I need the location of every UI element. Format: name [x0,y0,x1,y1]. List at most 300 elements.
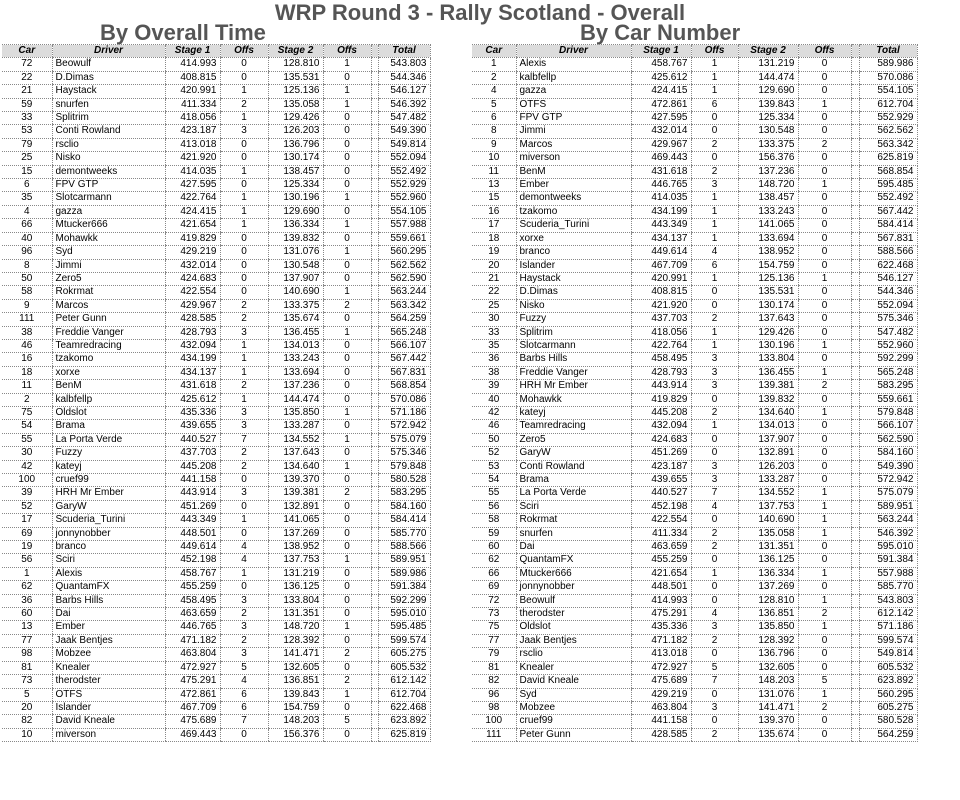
stage2-time: 128.810 [268,58,323,71]
stage1-offs: 0 [691,286,738,299]
stage2-offs: 1 [798,98,851,111]
driver-name: Marcos [52,299,165,312]
driver-name: cruef99 [516,715,631,728]
stage2-time: 131.076 [268,246,323,259]
driver-name: Nisko [52,152,165,165]
driver-name: Nisko [516,299,631,312]
driver-name: David Kneale [52,715,165,728]
stage1-time: 455.259 [165,581,220,594]
stage1-offs: 0 [691,554,738,567]
table-row [2,192,430,205]
table-row [2,71,430,84]
car-number: 35 [2,192,52,205]
stage1-time: 458.495 [165,594,220,607]
total-time: 546.127 [378,85,430,98]
stage1-time: 443.914 [631,380,691,393]
car-number: 4 [472,85,516,98]
driver-name: Knealer [52,661,165,674]
stage2-time: 139.381 [268,487,323,500]
car-number: 19 [472,246,516,259]
car-number: 59 [2,98,52,111]
stage1-time: 424.415 [165,205,220,218]
driver-name: Scuderia_Turini [52,514,165,527]
driver-name: Mobzee [516,701,631,714]
stage1-offs: 4 [220,675,268,688]
stage2-time: 137.907 [268,272,323,285]
driver-name: Alexis [52,567,165,580]
stage1-time: 472.927 [631,661,691,674]
stage2-offs: 1 [798,179,851,192]
stage1-time: 425.612 [631,71,691,84]
stage2-time: 131.219 [268,567,323,580]
table-row [2,85,430,98]
table-row [472,112,917,125]
driver-name: jonnynobber [516,581,631,594]
total-time: 566.107 [859,420,917,433]
stage2-time: 137.236 [738,165,798,178]
stage1-offs: 0 [691,152,738,165]
stage1-time: 429.219 [631,688,691,701]
total-time: 612.704 [378,688,430,701]
driver-name: Jimmi [516,125,631,138]
car-number: 30 [2,447,52,460]
column-gap [851,715,859,728]
total-time: 588.566 [378,541,430,554]
stage1-time: 427.595 [631,112,691,125]
column-gap [371,165,378,178]
stage1-time: 419.829 [165,232,220,245]
column-gap [371,621,378,634]
stage2-offs: 0 [323,339,371,352]
stage1-offs: 1 [691,232,738,245]
column-gap [371,286,378,299]
stage2-offs: 1 [323,286,371,299]
stage1-time: 431.618 [631,165,691,178]
stage1-time: 441.158 [165,474,220,487]
column-gap [851,152,859,165]
column-header-driver-name: Driver [516,45,631,58]
column-gap [851,205,859,218]
stage1-offs: 3 [220,594,268,607]
stage1-offs: 0 [691,299,738,312]
stage2-offs: 0 [798,125,851,138]
stage1-offs: 2 [220,634,268,647]
stage1-offs: 1 [691,192,738,205]
stage1-offs: 1 [220,165,268,178]
stage1-offs: 3 [691,366,738,379]
car-number: 19 [2,541,52,554]
stage2-time: 138.952 [738,246,798,259]
stage1-offs: 2 [691,313,738,326]
car-number: 66 [472,567,516,580]
stage2-offs: 5 [798,675,851,688]
column-gap [851,487,859,500]
stage1-offs: 1 [220,85,268,98]
stage1-time: 427.595 [165,179,220,192]
column-gap [371,701,378,714]
stage1-time: 458.767 [631,58,691,71]
car-number: 25 [472,299,516,312]
stage2-offs: 0 [323,474,371,487]
total-time: 549.814 [378,138,430,151]
total-time: 589.951 [378,554,430,567]
total-time: 589.986 [859,58,917,71]
car-number: 77 [472,634,516,647]
stage2-time: 154.759 [738,259,798,272]
car-number-heading: By Car Number [580,20,741,45]
stage2-offs: 0 [798,541,851,554]
stage2-time: 140.690 [268,286,323,299]
driver-name: snurfen [516,527,631,540]
driver-name: Scuderia_Turini [516,219,631,232]
column-gap [371,487,378,500]
stage1-offs: 5 [220,661,268,674]
column-header-car-number: Car [2,45,52,58]
stage2-offs: 0 [323,500,371,513]
stage1-time: 434.137 [631,232,691,245]
stage2-time: 130.174 [738,299,798,312]
total-time: 562.562 [378,259,430,272]
driver-name: Syd [52,246,165,259]
column-gap [371,527,378,540]
column-gap [851,179,859,192]
column-gap [371,648,378,661]
stage1-offs: 1 [220,219,268,232]
table-row [2,661,430,674]
stage1-time: 434.137 [165,366,220,379]
driver-name: Mtucker666 [516,567,631,580]
stage1-offs: 0 [691,715,738,728]
stage2-offs: 0 [323,393,371,406]
stage2-offs: 0 [323,447,371,460]
stage2-offs: 0 [323,661,371,674]
stage1-time: 467.709 [631,259,691,272]
stage2-offs: 0 [798,286,851,299]
stage1-offs: 0 [220,272,268,285]
column-gap [851,594,859,607]
column-gap [371,447,378,460]
stage2-offs: 2 [323,299,371,312]
total-time: 584.160 [378,500,430,513]
table-row [472,71,917,84]
table-row [472,165,917,178]
stage1-offs: 3 [220,420,268,433]
car-number: 56 [2,554,52,567]
total-time: 567.831 [859,232,917,245]
stage1-offs: 3 [220,125,268,138]
column-gap [851,675,859,688]
stage2-time: 139.832 [738,393,798,406]
stage2-offs: 0 [798,112,851,125]
total-time: 591.384 [859,554,917,567]
stage1-time: 475.689 [165,715,220,728]
car-number: 18 [472,232,516,245]
stage1-offs: 6 [220,688,268,701]
total-time: 588.566 [859,246,917,259]
total-time: 579.848 [378,460,430,473]
stage1-offs: 0 [691,125,738,138]
column-gap [851,272,859,285]
driver-name: demontweeks [52,165,165,178]
stage1-offs: 1 [220,112,268,125]
stage1-offs: 2 [220,313,268,326]
driver-name: kateyj [516,406,631,419]
stage2-time: 138.457 [268,165,323,178]
stage1-offs: 2 [691,527,738,540]
column-gap [371,299,378,312]
stage1-offs: 4 [220,554,268,567]
stage2-offs: 1 [323,326,371,339]
driver-name: snurfen [52,98,165,111]
column-gap [851,45,859,58]
stage1-time: 418.056 [165,112,220,125]
table-row [2,567,430,580]
total-time: 552.929 [859,112,917,125]
column-gap [371,192,378,205]
car-number: 82 [2,715,52,728]
table-row [2,219,430,232]
stage1-offs: 1 [220,567,268,580]
column-gap [371,366,378,379]
stage2-time: 133.375 [268,299,323,312]
stage2-time: 148.720 [268,621,323,634]
column-gap [371,728,378,741]
stage2-offs: 0 [798,232,851,245]
stage1-time: 413.018 [631,648,691,661]
stage1-time: 428.793 [165,326,220,339]
car-number: 25 [2,152,52,165]
stage2-offs: 2 [323,487,371,500]
stage2-offs: 0 [323,165,371,178]
stage2-offs: 0 [323,527,371,540]
car-number: 62 [2,581,52,594]
stage2-offs: 0 [798,420,851,433]
stage2-time: 130.548 [738,125,798,138]
stage1-offs: 3 [691,701,738,714]
column-gap [371,205,378,218]
driver-name: David Kneale [516,675,631,688]
column-gap [371,71,378,84]
stage2-time: 129.426 [268,112,323,125]
table-row [2,205,430,218]
table-row [2,634,430,647]
stage1-offs: 0 [220,527,268,540]
stage2-offs: 2 [323,675,371,688]
table-row [2,58,430,71]
stage1-offs: 0 [691,594,738,607]
column-header-total-time: Total [378,45,430,58]
stage1-time: 439.655 [165,420,220,433]
column-gap [851,608,859,621]
car-number: 10 [2,728,52,741]
driver-name: Mohawkk [52,232,165,245]
column-gap [851,567,859,580]
total-time: 612.142 [859,608,917,621]
stage2-time: 132.891 [738,447,798,460]
total-time: 583.295 [859,380,917,393]
car-number: 6 [472,112,516,125]
stage2-time: 130.174 [268,152,323,165]
car-number: 58 [472,514,516,527]
total-time: 584.414 [378,514,430,527]
car-number: 98 [2,648,52,661]
car-number: 20 [2,701,52,714]
stage1-time: 452.198 [165,554,220,567]
stage1-time: 408.815 [631,286,691,299]
table-row [2,527,430,540]
stage1-time: 471.182 [631,634,691,647]
stage2-time: 135.674 [268,313,323,326]
stage2-offs: 0 [323,701,371,714]
driver-name: tzakomo [52,353,165,366]
stage2-time: 137.269 [738,581,798,594]
stage2-offs: 0 [323,71,371,84]
stage2-time: 129.690 [268,205,323,218]
total-time: 564.259 [859,728,917,741]
column-gap [851,406,859,419]
stage2-offs: 0 [798,259,851,272]
car-number: 69 [472,581,516,594]
driver-name: miverson [52,728,165,741]
stage2-offs: 0 [323,179,371,192]
stage1-time: 429.219 [165,246,220,259]
table-row [2,232,430,245]
stage2-time: 133.804 [738,353,798,366]
stage2-time: 125.136 [268,85,323,98]
column-gap [851,474,859,487]
stage1-time: 422.764 [631,339,691,352]
stage2-offs: 0 [323,272,371,285]
column-gap [371,98,378,111]
driver-name: therodster [516,608,631,621]
driver-name: Teamredracing [52,339,165,352]
total-time: 552.492 [859,192,917,205]
table-row [2,715,430,728]
stage2-offs: 0 [323,112,371,125]
total-time: 579.848 [859,406,917,419]
driver-name: kalbfellp [516,71,631,84]
driver-name: demontweeks [516,192,631,205]
stage1-offs: 7 [691,675,738,688]
stage2-offs: 1 [798,514,851,527]
stage1-time: 445.208 [165,460,220,473]
stage1-offs: 1 [220,514,268,527]
car-number: 72 [472,594,516,607]
stage1-time: 431.618 [165,380,220,393]
stage1-time: 475.689 [631,675,691,688]
stage2-time: 135.058 [268,98,323,111]
stage1-time: 432.014 [165,259,220,272]
stage1-time: 414.035 [165,165,220,178]
table-row [472,353,917,366]
stage1-offs: 6 [691,98,738,111]
table-row [472,179,917,192]
total-time: 559.661 [378,232,430,245]
stage1-time: 413.018 [165,138,220,151]
stage1-time: 475.291 [165,675,220,688]
driver-name: Islander [516,259,631,272]
driver-name: Islander [52,701,165,714]
total-time: 589.986 [378,567,430,580]
stage1-offs: 3 [220,406,268,419]
stage2-offs: 0 [323,353,371,366]
driver-name: Brama [52,420,165,433]
stage1-offs: 0 [220,728,268,741]
stage1-offs: 3 [691,474,738,487]
total-time: 591.384 [378,581,430,594]
table-row [472,675,917,688]
stage2-offs: 1 [323,98,371,111]
driver-name: Dai [52,608,165,621]
column-header-stage2-offs: Offs [323,45,371,58]
car-number: 21 [472,272,516,285]
stage1-time: 408.815 [165,71,220,84]
car-number: 16 [2,353,52,366]
stage1-offs: 1 [691,567,738,580]
stage1-offs: 0 [220,232,268,245]
column-gap [371,715,378,728]
total-time: 566.107 [378,339,430,352]
stage1-offs: 2 [691,541,738,554]
column-gap [851,366,859,379]
table-row [2,487,430,500]
stage2-time: 135.850 [268,406,323,419]
stage2-time: 128.392 [738,634,798,647]
car-number: 42 [2,460,52,473]
stage2-offs: 1 [798,567,851,580]
car-number: 55 [2,433,52,446]
car-number: 1 [2,567,52,580]
stage1-time: 411.334 [631,527,691,540]
total-time: 612.142 [378,675,430,688]
driver-name: Freddie Vanger [516,366,631,379]
car-number: 81 [472,661,516,674]
car-number: 38 [2,326,52,339]
stage2-offs: 0 [323,380,371,393]
column-gap [851,541,859,554]
driver-name: gazza [52,205,165,218]
stage1-time: 451.269 [631,447,691,460]
car-number: 79 [472,648,516,661]
driver-name: Peter Gunn [516,728,631,741]
total-time: 546.127 [859,272,917,285]
stage2-offs: 0 [323,313,371,326]
stage2-offs: 5 [323,715,371,728]
car-number: 10 [472,152,516,165]
total-time: 625.819 [859,152,917,165]
stage2-offs: 0 [323,366,371,379]
car-number: 59 [472,527,516,540]
stage1-offs: 0 [220,179,268,192]
stage1-offs: 0 [220,71,268,84]
driver-name: FPV GTP [52,179,165,192]
car-number: 96 [2,246,52,259]
column-gap [371,85,378,98]
stage2-time: 141.065 [738,219,798,232]
table-row [472,433,917,446]
stage1-offs: 1 [220,366,268,379]
stage2-offs: 0 [323,514,371,527]
table-row [472,514,917,527]
car-number: 98 [472,701,516,714]
column-gap [851,85,859,98]
stage1-offs: 0 [691,112,738,125]
total-time: 622.468 [859,259,917,272]
stage1-time: 428.585 [165,313,220,326]
driver-name: Conti Rowland [52,125,165,138]
stage1-offs: 7 [220,715,268,728]
car-number: 60 [472,541,516,554]
